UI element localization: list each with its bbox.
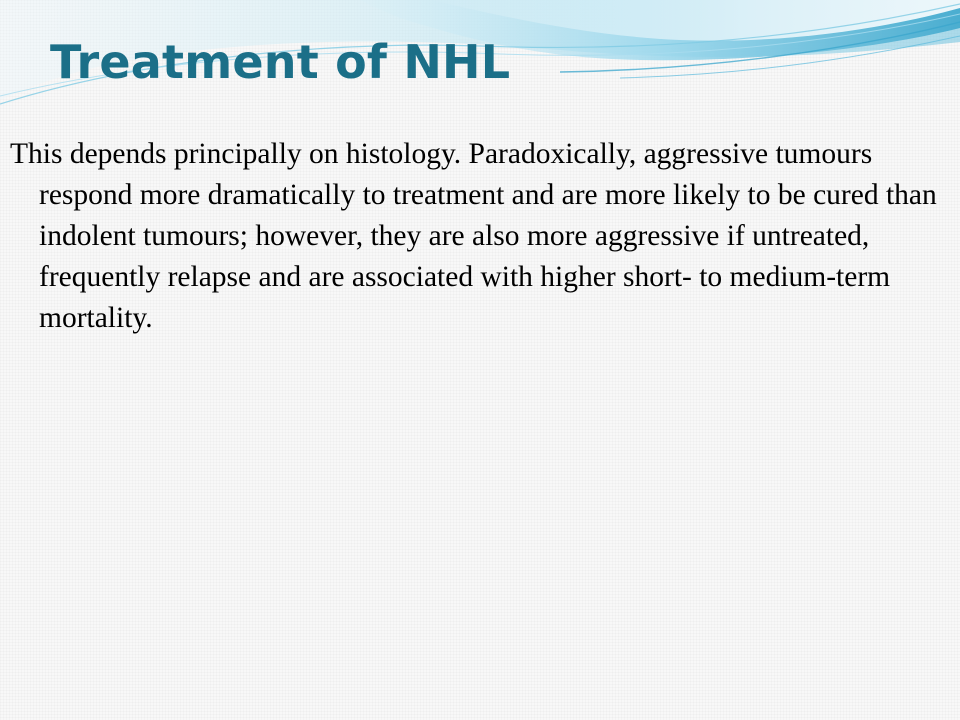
body-paragraph: This depends principally on histology. Paradoxically, aggressive tumours respond more dramatically to treatment and are more likely to be cured than indolent tumours; however, they are also more aggressive if untreated, frequently relapse and are associated with higher short- to medium-term mortality. xyxy=(10,138,937,334)
slide-title: Treatment of NHL xyxy=(50,35,511,89)
